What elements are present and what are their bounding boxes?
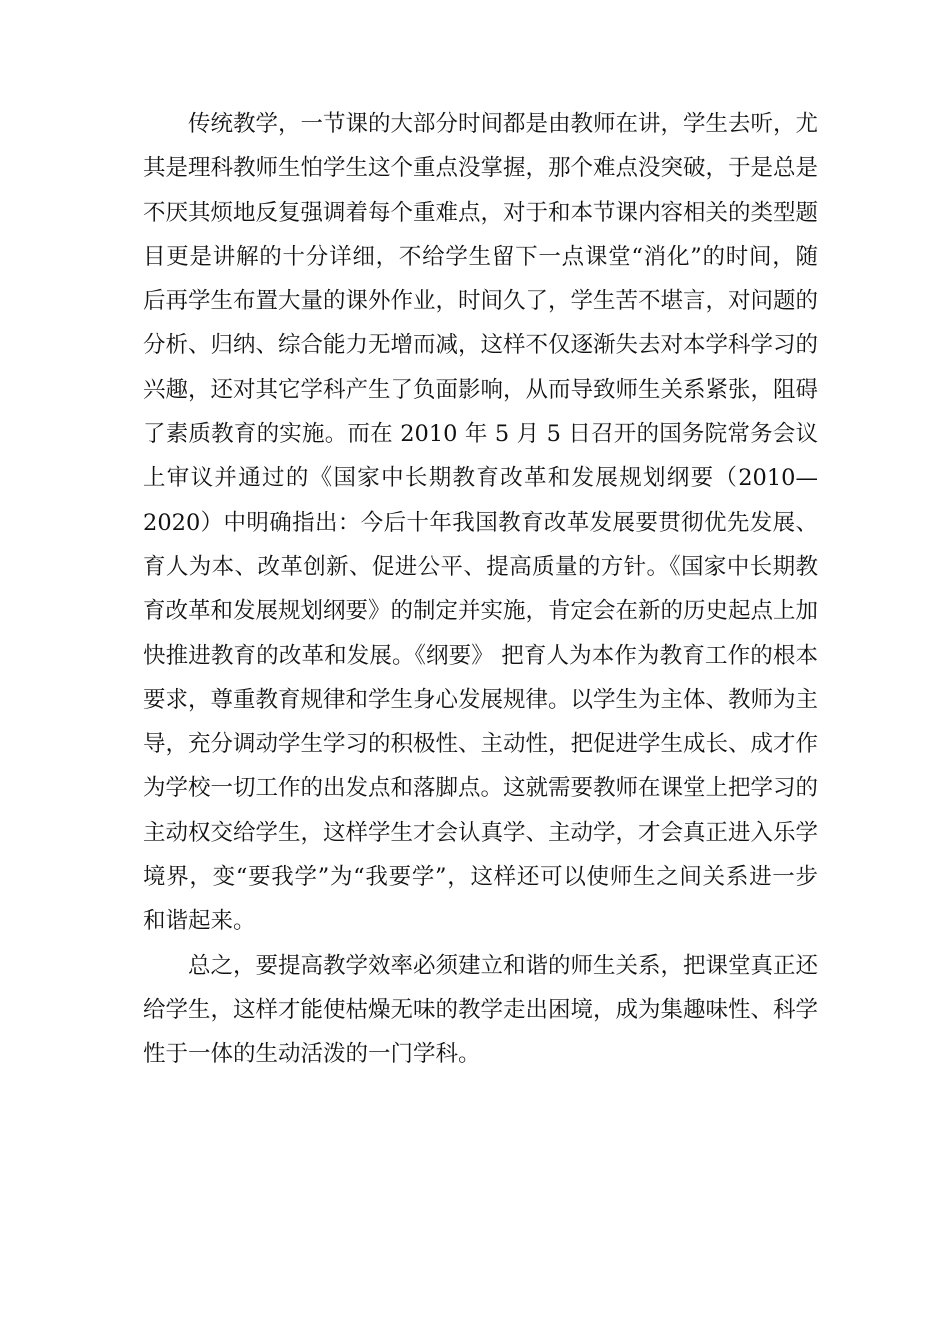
paragraph-conclusion: 总之，要提高教学效率必须建立和谐的师生关系，把课堂真正还给学生，这样才能使枯燥无味的教学走出困境，成为集趣味性、科学性于一体的生动活泼的一门学科。	[143, 952, 819, 1068]
document-body	[143, 102, 818, 1077]
paragraph-traditional-teaching: 传统教学，一节课的大部分时间都是由教师在讲，学生去听，尤其是理科教师生怕学生这个重点没掌握，那个难点没突破，于是总是不厌其烦地反复强调着每个重难点，对于和本节课内容相关的类型题目更是讲解的十分详细，不给学生留下一点课堂“消化”的时间，随后再学生布置大量的课外作业，时间久了，学生苦不堪言，对问题的分析、归纳、综合能力无增而减，这样不仅逐渐失去对本学科学习的兴趣，还对其它学科产生了负面影响，从而导致师生关系紧张，阻碍了素质教育的实施。而在 2010 年 5 月 5 日召开的国务院常务会议上审议并通过的《国家中长期教育改革和发展规划纲要（2010—2020）中明确指出：今后十年我国教育改革发展要贯彻优先发展、育人为本、改革创新、促进公平、提高质量的方针。《国家中长期教育改革和发展规划纲要》的制定并实施，肯定会在新的历史起点上加快推进教育的改革和发展。《纲要》 把育人为本作为教育工作的根本要求，尊重教育规律和学生身心发展规律。以学生为主体、教师为主导，充分调动学生学习的积极性、主动性，把促进学生成长、成才作为学校一切工作的出发点和落脚点。这就需要教师在课堂上把学习的主动权交给学生，这样学生才会认真学、主动学，才会真正进入乐学境界，变“要我学”为“我要学”，这样还可以使师生之间关系进一步和谐起来。	[143, 111, 819, 935]
